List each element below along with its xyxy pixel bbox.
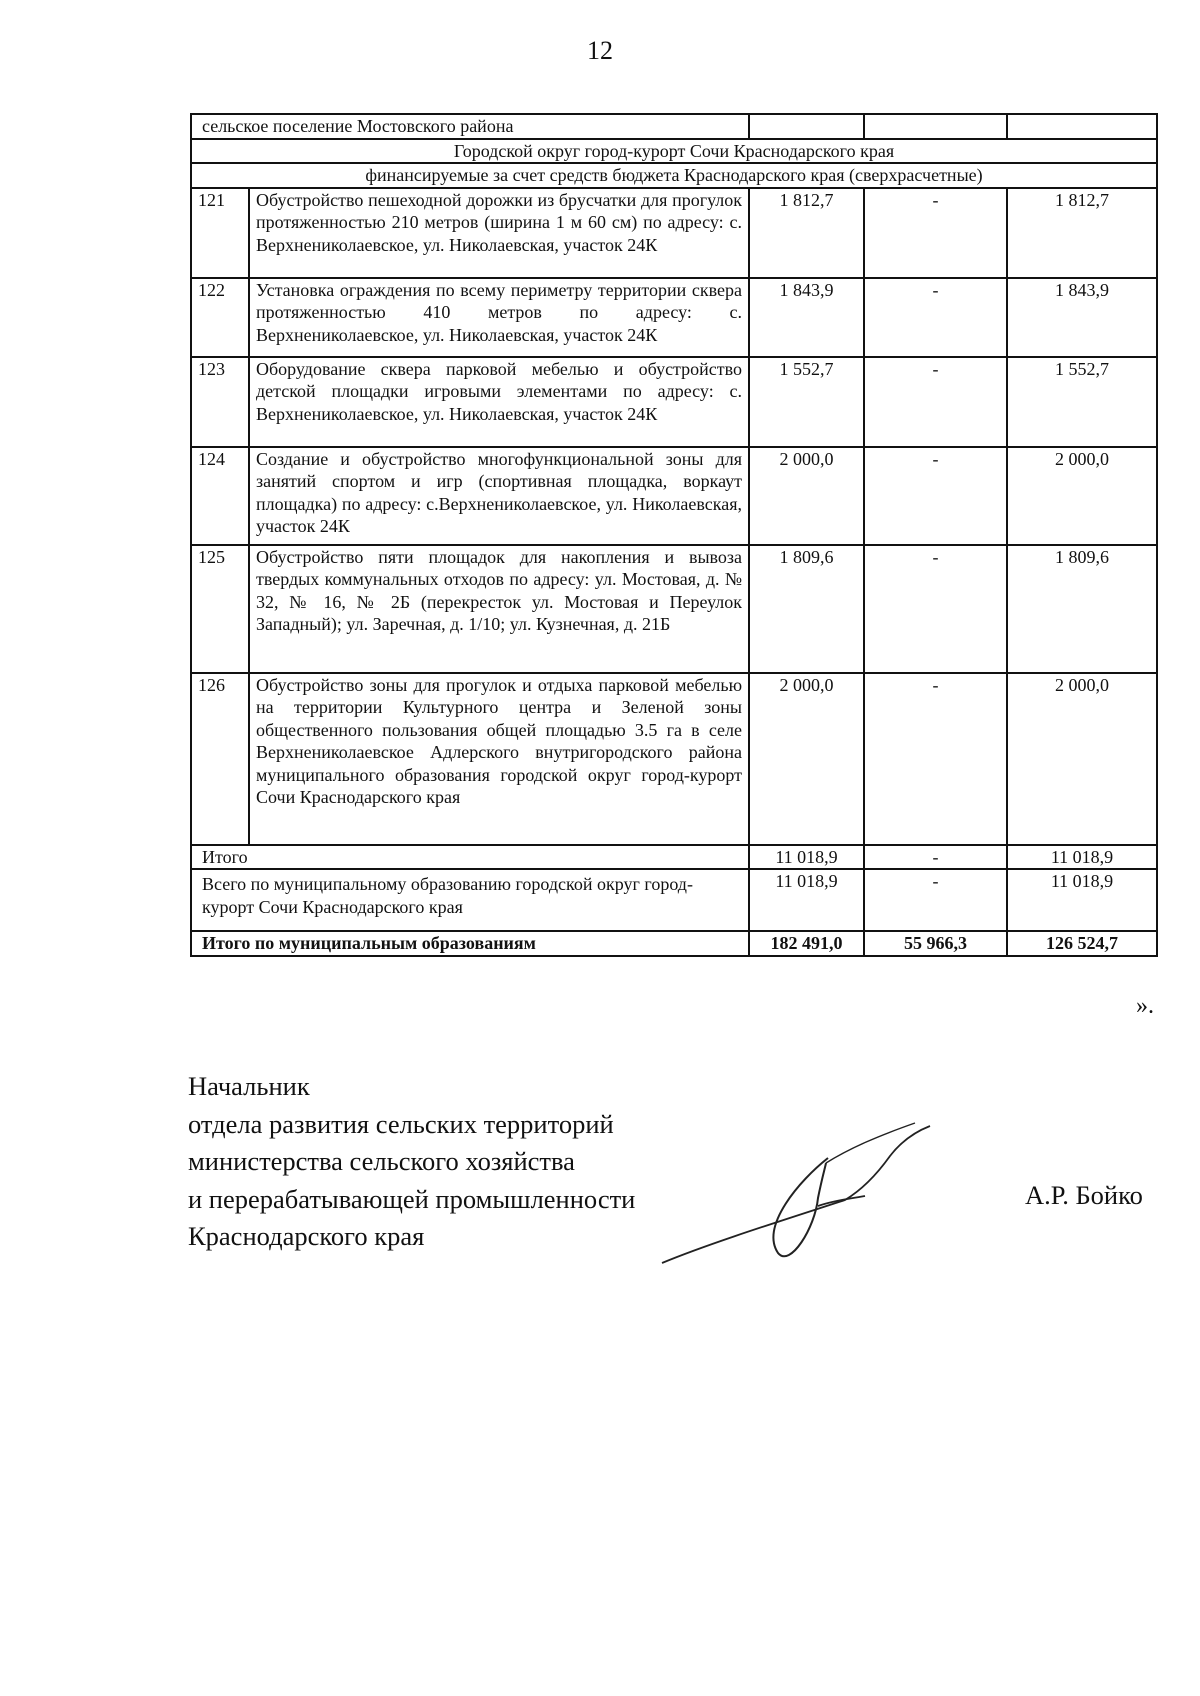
closing-quote: ».: [1136, 993, 1154, 1019]
row-last: 1 552,7: [1007, 357, 1157, 447]
row-description: Создание и обустройство многофункциональной зоны для занятий спортом и игр (спортивная площадка, воркаут площадка) по адресу: с.Верхнениколаевское, ул. Николаевская, участок 24К: [249, 447, 749, 545]
table-row: [191, 673, 1157, 845]
row-number: 124: [191, 447, 249, 545]
table-row: [191, 163, 1157, 188]
vsego-mid: -: [864, 869, 1007, 931]
signatory-line: Краснодарского края: [188, 1221, 425, 1251]
row-mid: -: [864, 545, 1007, 673]
page-number: 12: [587, 36, 613, 65]
row-total: 1 812,7: [749, 188, 864, 278]
row-number: 125: [191, 545, 249, 673]
table-row: [191, 447, 1157, 545]
table-row: [191, 869, 1157, 931]
handwritten-signature: [650, 1118, 940, 1268]
row-mid: -: [864, 278, 1007, 357]
section-subheader: финансируемые за счет средств бюджета Краснодарского края (сверхрасчетные): [191, 163, 1157, 188]
section-header: Городской округ город-курорт Сочи Краснодарского края: [191, 139, 1157, 164]
grand-mid: 55 966,3: [864, 931, 1007, 956]
itogo-last: 11 018,9: [1007, 845, 1157, 870]
row-description: Обустройство зоны для прогулок и отдыха парковой мебелью на территории Культурного центра и Зеленой зоны общественного пользования общей площадью 3.5 га в селе Верхнениколаевское Адлерского внутригородского района муниципального образования городской округ город-курорт Сочи Краснодарского края: [249, 673, 749, 845]
itogo-mid: -: [864, 845, 1007, 870]
itogo-total: 11 018,9: [749, 845, 864, 870]
row-number: 121: [191, 188, 249, 278]
grand-total: 182 491,0: [749, 931, 864, 956]
table-row: [191, 845, 1157, 870]
row-mid: -: [864, 188, 1007, 278]
row-last: 1 812,7: [1007, 188, 1157, 278]
signatory-line: Начальник: [188, 1071, 310, 1101]
table-row: [191, 278, 1157, 357]
row-number: 123: [191, 357, 249, 447]
financing-table: [190, 113, 1158, 957]
signer-name: А.Р. Бойко: [1025, 1180, 1143, 1210]
grand-total-label: Итого по муниципальным образованиям: [191, 931, 749, 956]
row-last: 1 843,9: [1007, 278, 1157, 357]
vsego-label: Всего по муниципальному образованию городской округ город-курорт Сочи Краснодарского края: [191, 869, 749, 931]
row-mid: -: [864, 447, 1007, 545]
row-last: 1 809,6: [1007, 545, 1157, 673]
row-last: 2 000,0: [1007, 447, 1157, 545]
row-mid: -: [864, 673, 1007, 845]
signatory-line: министерства сельского хозяйства: [188, 1146, 575, 1176]
row-number: 126: [191, 673, 249, 845]
signatory-block: [188, 1068, 635, 1256]
row-total: 2 000,0: [749, 447, 864, 545]
signatory-line: и перерабатывающей промышленности: [188, 1183, 636, 1214]
vsego-last: 11 018,9: [1007, 869, 1157, 931]
signatory-line: отдела развития сельских территорий: [188, 1108, 614, 1139]
row-total: 2 000,0: [749, 673, 864, 845]
table-row: [191, 139, 1157, 164]
grand-last: 126 524,7: [1007, 931, 1157, 956]
row-last: 2 000,0: [1007, 673, 1157, 845]
table-row: [191, 931, 1157, 956]
table-row: [191, 114, 1157, 139]
row-total: 1 552,7: [749, 357, 864, 447]
itogo-label: Итого: [191, 845, 749, 870]
table-row: [191, 188, 1157, 278]
row-description: Обустройство пяти площадок для накопления и вывоза твердых коммунальных отходов по адресу: ул. Мостовая, д. № 32, № 16, № 2Б (перекресток ул. Мостовая и Переулок Западный); ул. Заречная, д. 1/10; ул. Кузнечная, д. 21Б: [249, 545, 749, 673]
section-label: сельское поселение Мостовского района: [191, 114, 749, 139]
row-total: 1 843,9: [749, 278, 864, 357]
table-row: [191, 545, 1157, 673]
row-description: Обустройство пешеходной дорожки из брусчатки для прогулок протяженностью 210 метров (ширина 1 м 60 см) по адресу: с. Верхнениколаевское, ул. Николаевская, участок 24К: [249, 188, 749, 278]
vsego-total: 11 018,9: [749, 869, 864, 931]
table-row: [191, 357, 1157, 447]
row-total: 1 809,6: [749, 545, 864, 673]
row-description: Установка ограждения по всему периметру территории сквера протяженностью 410 метров по адресу: с. Верхнениколаевское, ул. Николаевская, участок 24К: [249, 278, 749, 357]
row-mid: -: [864, 357, 1007, 447]
row-description: Оборудование сквера парковой мебелью и обустройство детской площадки игровыми элементами по адресу: с. Верхнениколаевское, ул. Николаевская, участок 24К: [249, 357, 749, 447]
row-number: 122: [191, 278, 249, 357]
